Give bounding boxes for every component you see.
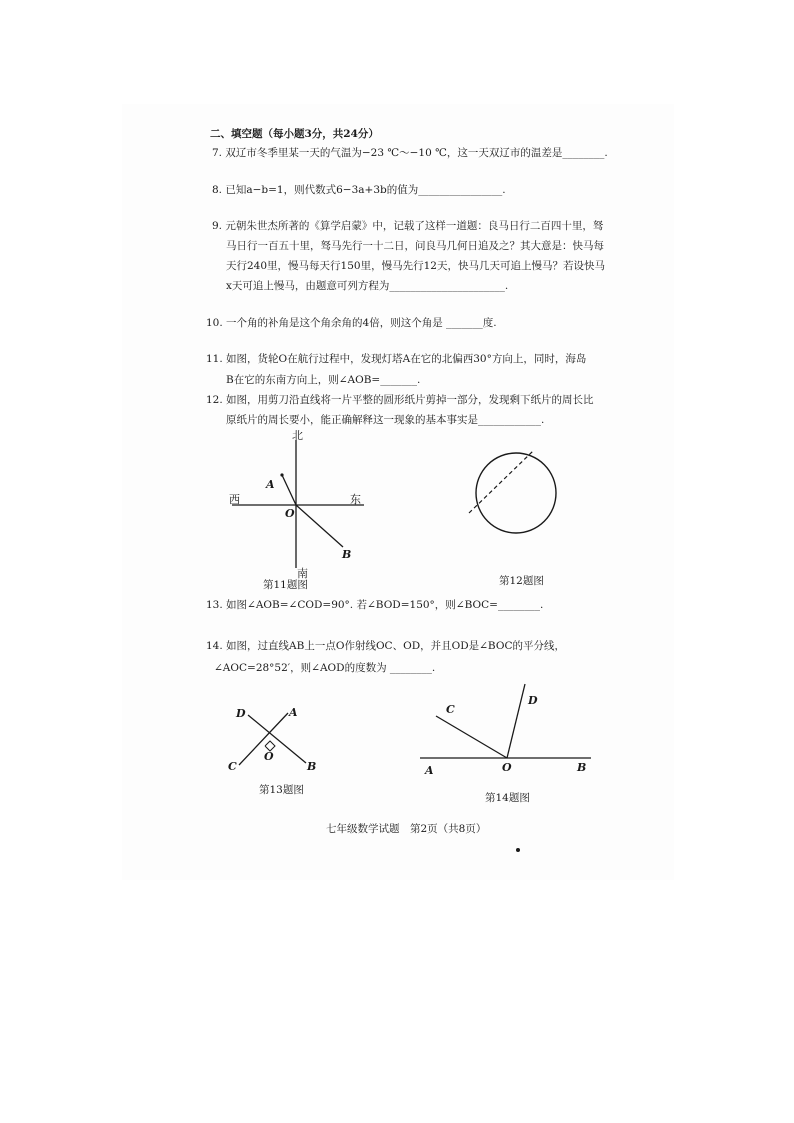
fig13-point-a: A xyxy=(289,706,298,719)
question-13: 13. 如图∠AOB=∠COD=90°. 若∠BOD=150°，则∠BOC=________. xyxy=(206,599,544,611)
fig14-point-d: D xyxy=(528,694,538,707)
figure-11-caption: 第11题图 xyxy=(263,579,308,591)
fig11-east-label: 东 xyxy=(350,493,361,506)
question-9-line-1: 9. 元朝朱世杰所著的《算学启蒙》中，记载了这样一道题：良马日行二百四十里，驽 xyxy=(212,220,604,232)
fig14-point-c: C xyxy=(446,703,455,716)
fig13-point-b: B xyxy=(307,760,317,773)
page-footer: 七年级数学试题 第2页（共8页） xyxy=(326,823,487,835)
question-12-line-2: 原纸片的周长要小，能正确解释这一现象的基本事实是____________. xyxy=(226,414,545,426)
figure-14-caption: 第14题图 xyxy=(485,792,530,804)
question-11-line-2: B在它的东南方向上，则∠AOB=_______. xyxy=(226,374,421,386)
question-9-line-3: 天行240里，慢马每天行150里，慢马先行12天，快马几天可追上慢马？若设快马 xyxy=(226,260,605,272)
fig11-point-a: A xyxy=(266,478,275,491)
question-10: 10. 一个角的补角是这个角余角的4倍，则这个角是 _______度. xyxy=(206,317,497,329)
question-14-line-2: ∠AOC=28°52′，则∠AOD的度数为 ________. xyxy=(214,662,436,674)
figure-13 xyxy=(225,700,325,775)
section-title: 二、填空题（每小题3分，共24分） xyxy=(210,128,379,140)
fig11-west-label: 西 xyxy=(229,493,240,506)
figure-12 xyxy=(460,445,570,540)
fig14-point-o: O xyxy=(502,761,512,774)
fig11-south-label: 南 xyxy=(297,567,308,580)
figure-12-caption: 第12题图 xyxy=(499,575,544,587)
fig11-north-label: 北 xyxy=(292,429,303,442)
question-9-line-4: x天可追上慢马，由题意可列方程为______________________. xyxy=(226,280,509,292)
fig11-point-b: B xyxy=(342,548,352,561)
scan-dot xyxy=(516,848,520,852)
fig13-point-d: D xyxy=(236,707,246,720)
question-9-line-2: 马日行一百五十里，驽马先行一十二日，问良马几何日追及之？其大意是：快马每 xyxy=(226,240,604,252)
figure-14 xyxy=(418,680,593,780)
fig13-point-o: O xyxy=(264,750,274,763)
figure-13-caption: 第13题图 xyxy=(259,784,304,796)
fig13-point-c: C xyxy=(228,760,237,773)
question-7: 7. 双辽市冬季里某一天的气温为−23 ℃～−10 ℃，这一天双辽市的温差是________. xyxy=(212,147,608,159)
question-14-line-1: 14. 如图，过直线AB上一点O作射线OC、OD，并且OD是∠BOC的平分线， xyxy=(206,640,565,652)
fig14-point-b: B xyxy=(577,761,587,774)
question-8: 8. 已知a−b=1，则代数式6−3a+3b的值为________________. xyxy=(212,184,506,196)
fig11-point-o: O xyxy=(285,507,295,520)
fig14-point-a: A xyxy=(425,764,434,777)
question-11-line-1: 11. 如图，货轮O在航行过程中，发现灯塔A在它的北偏西30°方向上，同时，海岛 xyxy=(206,353,587,365)
figure-11 xyxy=(225,428,370,578)
question-12-line-1: 12. 如图，用剪刀沿直线将一片平整的圆形纸片剪掉一部分，发现剩下纸片的周长比 xyxy=(206,394,594,406)
